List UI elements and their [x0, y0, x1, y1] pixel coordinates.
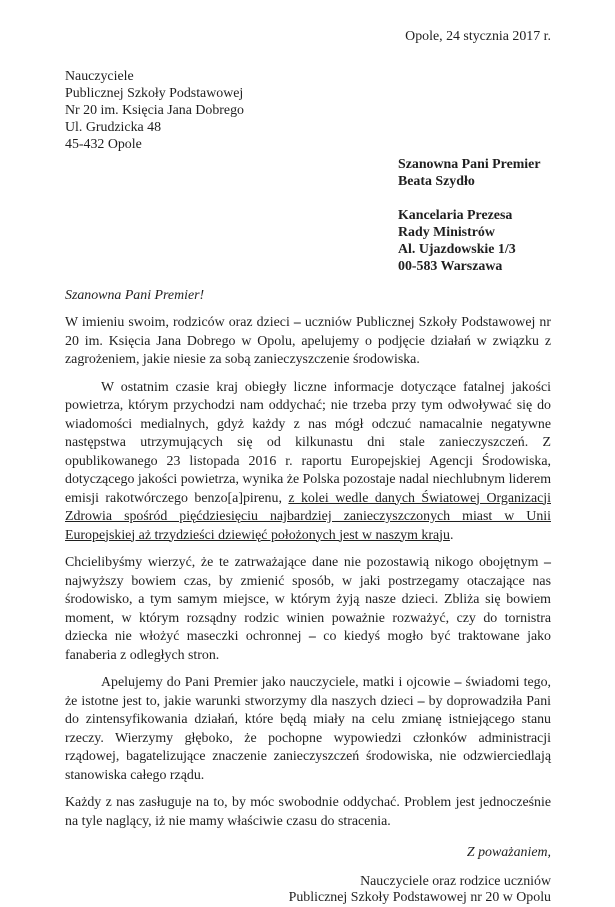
salutation: Szanowna Pani Premier! — [65, 287, 205, 303]
text-run: najwyższy bowiem czas, by zmienić sposób, w jaki postrzegamy otaczające nas środowisko, a tym samym miejsce, w którym żyją nasze dzieci. Zbliża się bowiem moment, w którym rozsądny rodzic winien poważnie rozważyć, czy do tornistra dziecka nie włożyć maseczki ochronnej — [65, 573, 551, 644]
text-run: – — [293, 315, 301, 330]
signature-line: Publicznej Szkoły Podstawowej nr 20 w Opolu — [288, 890, 551, 905]
text-run: – — [417, 693, 425, 709]
text-run: uczniów Publicznej Szkoły Podstawowej nr 20 im. Księcia Jana Dobrego w Opolu, apelujemy o podjęcie działań w związku z zagrożeniem, jakie niesie za sobą zanieczyszczenie środowiska. — [65, 315, 551, 367]
text-run: – — [308, 629, 316, 644]
letter-date: Opole, 24 stycznia 2017 r. — [405, 29, 551, 44]
text-run: Każdy z nas zasługuje na to, by móc swobodnie oddychać. Problem jest jednocześnie na tyle naglący, iż nie mamy właściwie czasu do stracenia. — [65, 795, 551, 829]
recipient-line: Rady Ministrów — [398, 224, 495, 240]
text-run: świadomi tego, że istotne jest to, jakie warunki stworzymy dla naszych dzieci — [65, 675, 551, 709]
text-run: – — [544, 555, 551, 570]
recipient-line: Al. Ujazdowskie 1/3 — [398, 241, 516, 257]
body-paragraph — [65, 794, 551, 831]
recipient-gap — [398, 190, 551, 207]
text-run: Chcielibyśmy wierzyć, że te zatrważające dane nie pozostawią nikogo obojętnym — [65, 555, 545, 570]
sender-address — [65, 68, 551, 153]
recipient-line: Beata Szydło — [398, 173, 475, 189]
sender-line: Nauczyciele — [65, 68, 134, 84]
closing-formula: Z poważaniem, — [466, 845, 551, 860]
sender-line: Ul. Grudzicka 48 — [65, 119, 162, 135]
body-paragraph — [65, 674, 551, 785]
text-run: by doprowadziła Pani do zintensyfikowania działań, które będą miały na celu zmianę istniejącego stanu rzeczy. Wierzymy głęboko, że pochopne wypowiedzi członków administracji rządowej, bagatelizujące znaczenie zanieczyszczeń środowiska, nie odzwierciedlają stanowiska całego rządu. — [65, 693, 551, 783]
body-paragraph — [65, 314, 551, 370]
sender-line: Nr 20 im. Księcia Jana Dobrego — [65, 102, 244, 118]
body-paragraph — [65, 379, 551, 546]
recipient-address — [398, 156, 551, 275]
text-run: – — [454, 675, 462, 690]
recipient-line: Szanowna Pani Premier — [398, 156, 541, 172]
text-run: W ostatnim czasie kraj obiegły liczne informacje dotyczące fatalnej jakości powietrza, którym przychodzi nam oddychać; nie trzeba przy tym odwoływać się do wiadomości medialnych, gdyż każdy z nas mógł odczuć namacalnie negatywne następstwa utrzymujących się od kilkunastu dni stale zanieczyszczeń. Z opublikowanego 23 listopada 2016 r. raportu Europejskiej Agencji Środowiska, dotyczącego jakości powietrza, wynika że Polska pozostaje nadal niechlubnym liderem emisji rakotwórczego benzo[a]pirenu, — [65, 379, 552, 506]
body-paragraph — [65, 554, 551, 665]
recipient-line: Kancelaria Prezesa — [398, 207, 513, 223]
text-run: W imieniu swoim, rodziców oraz dzieci — [65, 315, 294, 330]
recipient-line: 00-583 Warszawa — [398, 258, 503, 274]
text-run: Apelujemy do Pani Premier jako nauczyciele, matki i ojcowie — [101, 675, 455, 690]
signature-line: Nauczyciele oraz rodzice uczniów — [360, 873, 551, 889]
signature — [65, 874, 551, 907]
text-run: co kiedyś mogło być traktowane jako fanaberia z odległych stron. — [65, 629, 551, 663]
sender-line: Publicznej Szkoły Podstawowej — [65, 85, 244, 101]
letter-body — [65, 314, 551, 831]
text-run: z kolei wedle danych Światowej Organizacji Zdrowia spośród pięćdziesięciu najbardziej zanieczyszczonych miast w Unii Europejskiej aż trzydzieści dziewięć położonych jest w naszym kraju — [65, 490, 551, 543]
sender-line: 45-432 Opole — [65, 136, 142, 152]
text-run: . — [449, 527, 454, 543]
